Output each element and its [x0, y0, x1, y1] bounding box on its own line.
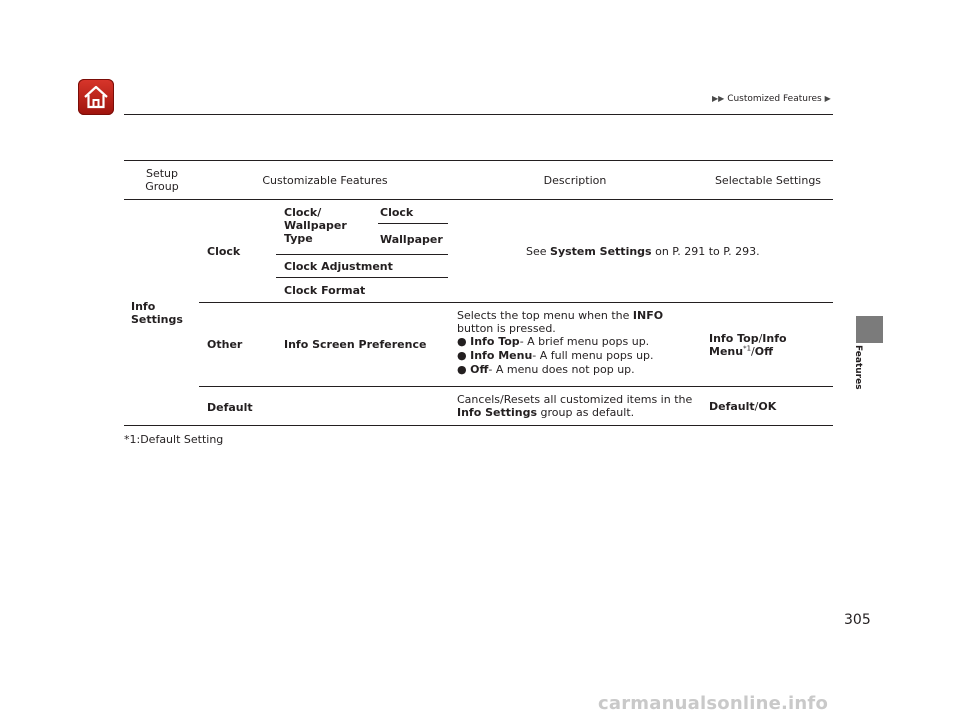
breadcrumb-arrow-icon: ▶: [824, 94, 831, 103]
feature-clock-adjustment: Clock Adjustment: [284, 260, 393, 273]
footnote: *1:Default Setting: [124, 433, 224, 446]
table-header-rule: [124, 199, 833, 200]
list-item: ● Info Top- A brief menu pops up.: [457, 335, 650, 348]
row-rule: [199, 302, 833, 303]
breadcrumb: [712, 94, 831, 104]
other-selectable-settings: Info Top/Info Menu$^{*1}$/Off: [709, 332, 787, 358]
watermark: carmanualsonline.info: [598, 693, 829, 714]
section-tab-label: Features: [853, 345, 863, 390]
header-customizable-features: Customizable Features: [262, 174, 388, 187]
feature-sub-wallpaper: Wallpaper: [380, 233, 443, 246]
default-description: Cancels/Resets all customized items in the Info Settings group as default.: [457, 393, 693, 419]
header-description: Description: [543, 174, 607, 187]
header-selectable-settings: Selectable Settings: [714, 174, 822, 187]
option-list: [457, 335, 697, 377]
list-item: ● Off- A menu does not pop up.: [457, 363, 635, 376]
table-top-rule: [124, 160, 833, 161]
breadcrumb-arrow-icon: ▶▶: [712, 94, 725, 103]
feature-info-screen-preference: Info Screen Preference: [284, 338, 427, 351]
clock-description: See System Settings on P. 291 to P. 293.: [526, 245, 760, 258]
breadcrumb-current[interactable]: Customized Features: [727, 94, 822, 104]
header-rule: [124, 114, 833, 115]
row-rule: [378, 223, 448, 224]
row-rule: [199, 386, 833, 387]
feature-clock-wallpaper-type: Clock/ Wallpaper Type: [284, 206, 347, 245]
group-info-settings: Info Settings: [131, 300, 183, 326]
other-description: Selects the top menu when the INFO button is pressed. ● Info Top- A brief menu pops up. ● Info Menu- A full menu pops up. ● Off- A menu does not pop up.: [457, 309, 697, 377]
system-settings-link[interactable]: System Settings: [550, 245, 652, 258]
default-selectable-settings: Default/OK: [709, 400, 777, 413]
feature-other: Other: [207, 338, 243, 351]
feature-sub-clock: Clock: [380, 206, 414, 219]
feature-clock: Clock: [207, 245, 241, 258]
header-setup-group: Setup Group: [145, 167, 179, 193]
row-rule: [276, 277, 448, 278]
row-rule: [276, 254, 448, 255]
feature-clock-format: Clock Format: [284, 284, 366, 297]
home-button[interactable]: [78, 79, 114, 115]
feature-default: Default: [207, 401, 253, 414]
home-icon: [83, 85, 109, 109]
table-bottom-rule: [124, 425, 833, 426]
page-number: 305: [844, 612, 871, 628]
list-item: ● Info Menu- A full menu pops up.: [457, 349, 654, 362]
section-tab[interactable]: [856, 316, 883, 343]
